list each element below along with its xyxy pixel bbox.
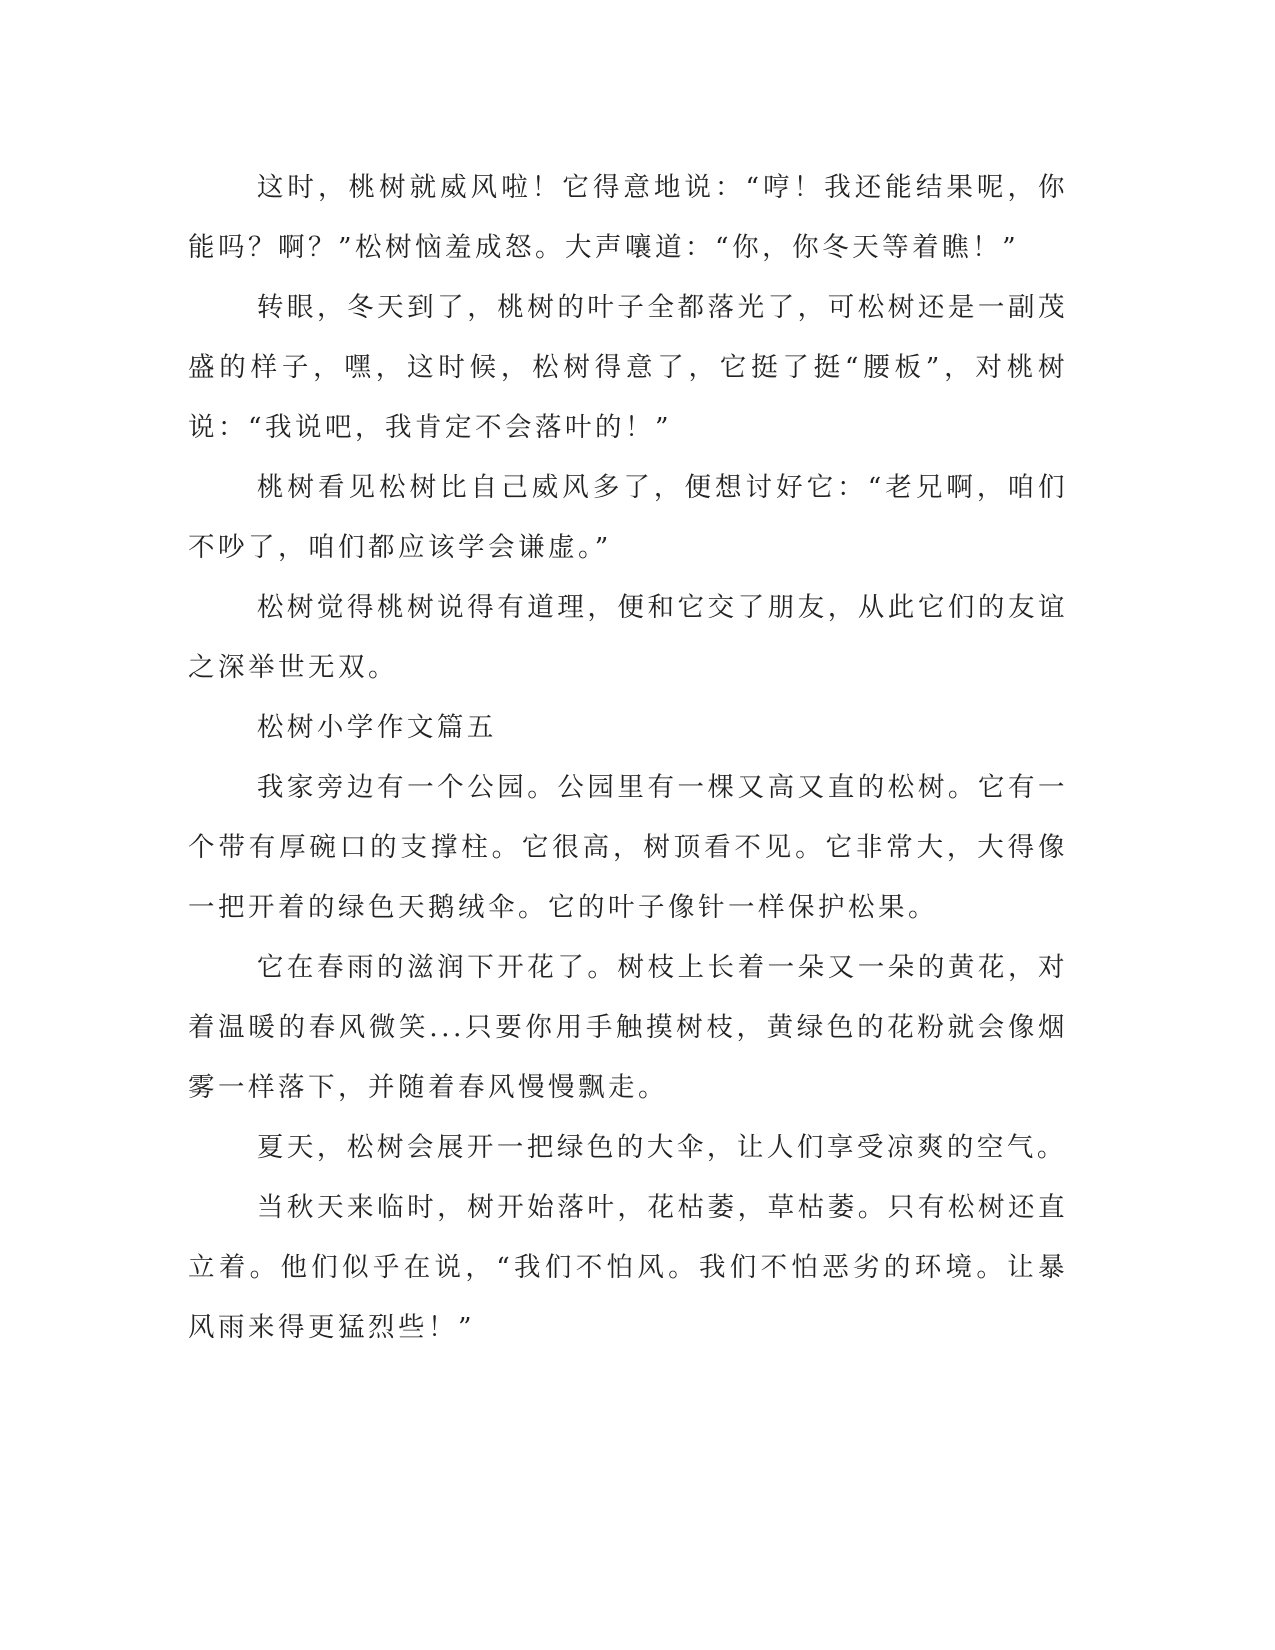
paragraph: 当秋天来临时，树开始落叶，花枯萎，草枯萎。只有松树还直立着。他们似乎在说，“我们不怕风。我们不怕恶劣的环境。让暴风雨来得更猛烈些！” [188, 1192, 1068, 1343]
paragraph: 我家旁边有一个公园。公园里有一棵又高又直的松树。它有一个带有厚碗口的支撑柱。它很高，树顶看不见。它非常大，大得像一把开着的绿色天鹅绒伞。它的叶子像针一样保护松果。 [188, 772, 1068, 923]
document-body [188, 158, 1068, 1358]
paragraph: 这时，桃树就威风啦！它得意地说：“哼！我还能结果呢，你能吗？啊？”松树恼羞成怒。大声嚷道：“你，你冬天等着瞧！” [188, 172, 1068, 263]
paragraph: 它在春雨的滋润下开花了。树枝上长着一朵又一朵的黄花，对着温暖的春风微笑...只要你用手触摸树枝，黄绿色的花粉就会像烟雾一样落下，并随着春风慢慢飘走。 [188, 952, 1068, 1103]
paragraph: 桃树看见松树比自己威风多了，便想讨好它：“老兄啊，咱们不吵了，咱们都应该学会谦虚。” [188, 472, 1068, 563]
section-title: 松树小学作文篇五 [256, 712, 497, 743]
paragraph: 松树觉得桃树说得有道理，便和它交了朋友，从此它们的友谊之深举世无双。 [188, 592, 1068, 683]
paragraph: 转眼，冬天到了，桃树的叶子全都落光了，可松树还是一副茂盛的样子，嘿，这时候，松树得意了，它挺了挺“腰板”，对桃树说：“我说吧，我肯定不会落叶的！” [188, 292, 1068, 443]
paragraph: 夏天，松树会展开一把绿色的大伞，让人们享受凉爽的空气。 [256, 1132, 1067, 1163]
